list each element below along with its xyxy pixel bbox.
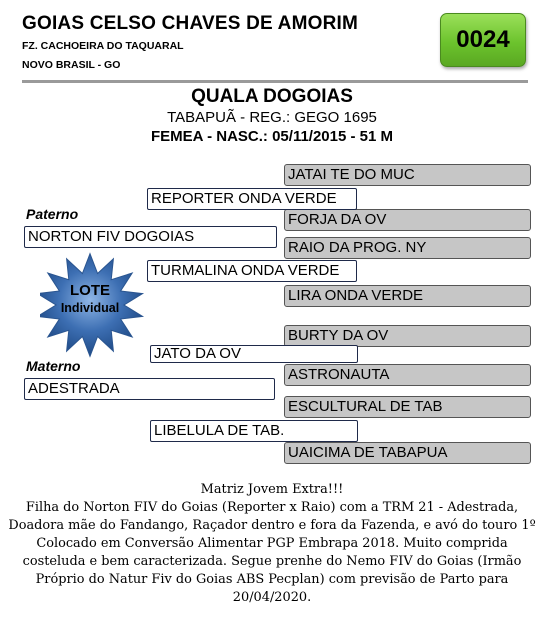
pedigree-mgm-dam: UAICIMA DE TABAPUA	[284, 442, 531, 464]
pedigree-maternal-grandmother: LIBELULA DE TAB.	[150, 420, 358, 442]
pedigree-pgm-dam: LIRA ONDA VERDE	[284, 285, 531, 307]
farm-name: GOIAS CELSO CHAVES DE AMORIM	[22, 13, 359, 34]
pedigree-paternal-grandfather: REPORTER ONDA VERDE	[147, 188, 357, 210]
lot-type-line1: LOTE	[70, 282, 110, 299]
animal-name: QUALA DOGOIAS	[191, 86, 353, 107]
lot-type-line2: Individual	[60, 301, 120, 315]
description-body: Filha do Norton FIV do Goias (Reporter x Raio) com a TRM 21 - Adestrada, Doadora mãe do Fandango, Raçador dentro e fora da Fazenda, e avó do touro 1º Colocado em Conversão Alimentar PGP Embrapa 2018. Muito comprida costeluda e bem caracterizada. Segue prenhe do Nemo FIV do Goias (Irmão Próprio do Natur Fiv do Goias ABS Pecplan) com previsão de Parto para 20/04/2020.	[8, 500, 536, 605]
lot-type-star-badge	[40, 250, 160, 360]
pedigree-pgm-sire: RAIO DA PROG. NY	[284, 237, 531, 259]
pedigree-father: NORTON FIV DOGOIAS	[24, 226, 277, 248]
pedigree-maternal-grandfather: JATO DA OV	[150, 345, 358, 363]
header-divider	[22, 80, 528, 83]
pedigree-mgf-sire: BURTY DA OV	[284, 325, 531, 347]
paterno-label: Paterno	[26, 206, 79, 222]
farm-location: FZ. CACHOEIRA DO TAQUARAL	[22, 40, 184, 52]
animal-registration: TABAPUÃ - REG.: GEGO 1695	[167, 109, 377, 126]
pedigree-mother: ADESTRADA	[24, 378, 275, 400]
farm-city: NOVO BRASIL - GO	[22, 59, 121, 71]
pedigree-mgf-dam: ASTRONAUTA	[284, 364, 531, 386]
lot-number-badge: 0024	[440, 13, 526, 67]
lot-description	[6, 481, 538, 607]
animal-sex-birth: FEMEA - NASC.: 05/11/2015 - 51 M	[150, 128, 394, 145]
pedigree-pgf-sire: JATAI TE DO MUC	[284, 164, 531, 186]
description-headline: Matriz Jovem Extra!!!	[200, 482, 344, 497]
pedigree-mgm-sire: ESCULTURAL DE TAB	[284, 396, 531, 418]
pedigree-pgf-dam: FORJA DA OV	[284, 209, 531, 231]
pedigree-paternal-grandmother: TURMALINA ONDA VERDE	[147, 260, 357, 282]
materno-label: Materno	[26, 358, 81, 374]
